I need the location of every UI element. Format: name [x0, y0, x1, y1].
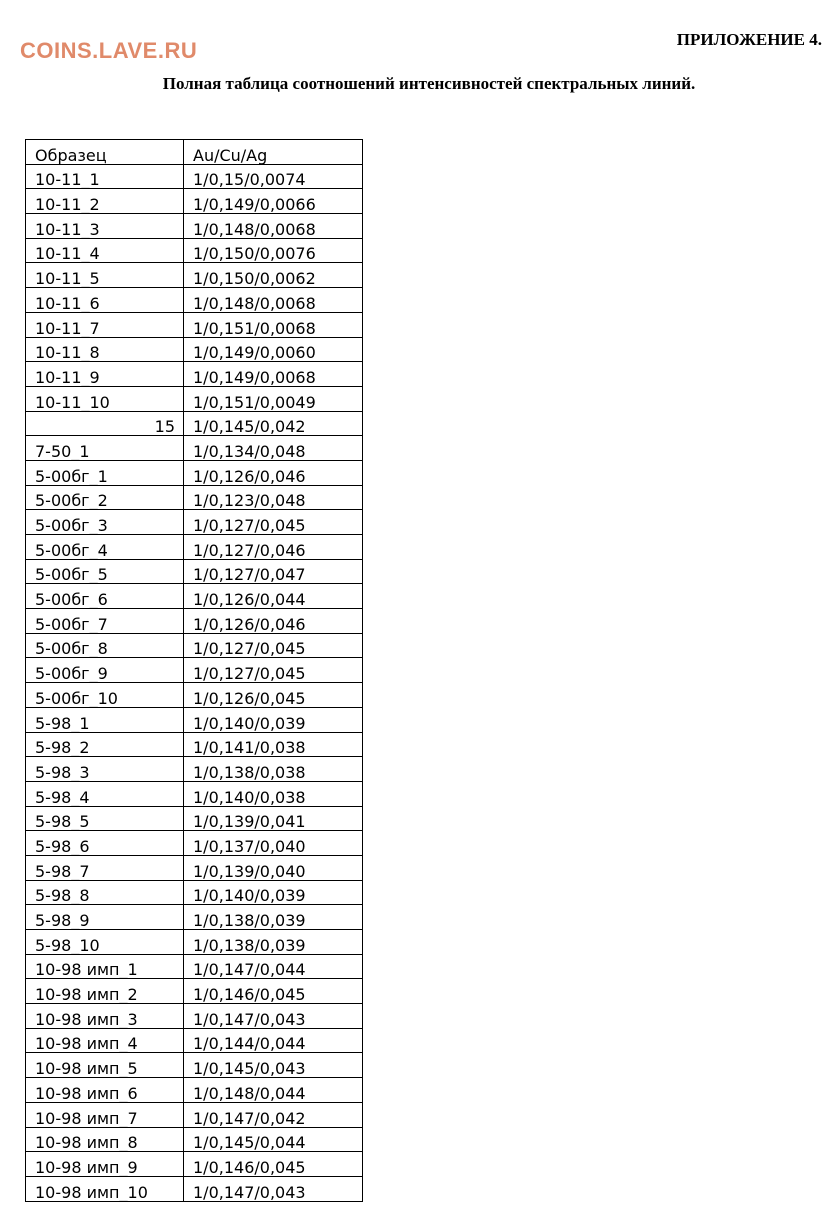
- table-row: [26, 263, 363, 288]
- sample-cell: 10-11_8: [26, 337, 184, 362]
- sample-cell: 15: [26, 411, 184, 436]
- ratio-cell: 1/0,137/0,040: [184, 831, 363, 856]
- table-row: [26, 386, 363, 411]
- table-row: [26, 312, 363, 337]
- table-row: [26, 1028, 363, 1053]
- sample-cell: 5-98_9: [26, 905, 184, 930]
- table-row: [26, 584, 363, 609]
- sample-cell: 10-11_4: [26, 238, 184, 263]
- ratio-cell: 1/0,140/0,039: [184, 880, 363, 905]
- appendix-label: ПРИЛОЖЕНИЕ 4.: [676, 30, 822, 49]
- sample-cell: 10-11_7: [26, 312, 184, 337]
- sample-cell: 7-50_1: [26, 436, 184, 461]
- sample-cell: 5-00бг_7: [26, 609, 184, 634]
- column-header-ratio: Au/Cu/Ag: [184, 140, 363, 165]
- ratio-cell: 1/0,148/0,044: [184, 1078, 363, 1103]
- ratio-cell: 1/0,138/0,039: [184, 930, 363, 955]
- sample-cell: 5-00бг_3: [26, 510, 184, 535]
- sample-cell: 5-00бг_2: [26, 485, 184, 510]
- sample-cell: 10-98 имп_7: [26, 1102, 184, 1127]
- ratio-cell: 1/0,146/0,045: [184, 1152, 363, 1177]
- table-row: [26, 1176, 363, 1201]
- table-row: [26, 930, 363, 955]
- ratio-cell: 1/0,139/0,040: [184, 855, 363, 880]
- ratio-cell: 1/0,127/0,045: [184, 658, 363, 683]
- sample-cell: 5-00бг_4: [26, 535, 184, 560]
- table-row: [26, 362, 363, 387]
- sample-cell: 5-98_7: [26, 855, 184, 880]
- sample-cell: 10-11_10: [26, 386, 184, 411]
- table-row: [26, 288, 363, 313]
- table-row: [26, 214, 363, 239]
- ratio-cell: 1/0,147/0,042: [184, 1102, 363, 1127]
- sample-cell: 10-98 имп_9: [26, 1152, 184, 1177]
- ratio-cell: 1/0,144/0,044: [184, 1028, 363, 1053]
- sample-cell: 5-00бг_6: [26, 584, 184, 609]
- ratio-cell: 1/0,127/0,047: [184, 559, 363, 584]
- table-row: [26, 238, 363, 263]
- table-row: [26, 510, 363, 535]
- sample-cell: 5-98_1: [26, 707, 184, 732]
- sample-cell: 10-98 имп_1: [26, 954, 184, 979]
- table-body: [26, 164, 363, 1201]
- table-row: [26, 683, 363, 708]
- table-row: [26, 1102, 363, 1127]
- ratio-cell: 1/0,140/0,038: [184, 781, 363, 806]
- table-row: [26, 460, 363, 485]
- ratio-cell: 1/0,138/0,039: [184, 905, 363, 930]
- table-row: [26, 337, 363, 362]
- table-row: [26, 905, 363, 930]
- ratio-cell: 1/0,126/0,044: [184, 584, 363, 609]
- ratio-cell: 1/0,127/0,046: [184, 535, 363, 560]
- table-row: [26, 559, 363, 584]
- ratio-cell: 1/0,148/0,0068: [184, 288, 363, 313]
- sample-cell: 5-00бг_9: [26, 658, 184, 683]
- sample-cell: 5-00бг_5: [26, 559, 184, 584]
- ratio-cell: 1/0,149/0,0066: [184, 189, 363, 214]
- table-row: [26, 831, 363, 856]
- ratio-cell: 1/0,145/0,043: [184, 1053, 363, 1078]
- table-row: [26, 781, 363, 806]
- sample-cell: 5-00бг_8: [26, 633, 184, 658]
- ratio-cell: 1/0,126/0,046: [184, 609, 363, 634]
- table-row: [26, 535, 363, 560]
- table-row: [26, 485, 363, 510]
- sample-cell: 5-98_4: [26, 781, 184, 806]
- ratio-cell: 1/0,123/0,048: [184, 485, 363, 510]
- ratio-cell: 1/0,145/0,042: [184, 411, 363, 436]
- ratio-cell: 1/0,138/0,038: [184, 757, 363, 782]
- table-row: [26, 633, 363, 658]
- sample-cell: 5-98_5: [26, 806, 184, 831]
- table-row: [26, 1078, 363, 1103]
- ratio-cell: 1/0,126/0,045: [184, 683, 363, 708]
- sample-cell: 5-98_2: [26, 732, 184, 757]
- ratio-cell: 1/0,148/0,0068: [184, 214, 363, 239]
- ratio-cell: 1/0,151/0,0049: [184, 386, 363, 411]
- ratio-cell: 1/0,145/0,044: [184, 1127, 363, 1152]
- table-row: [26, 658, 363, 683]
- table-row: [26, 732, 363, 757]
- ratio-cell: 1/0,150/0,0062: [184, 263, 363, 288]
- sample-cell: 10-98 имп_2: [26, 979, 184, 1004]
- ratio-cell: 1/0,147/0,044: [184, 954, 363, 979]
- ratio-cell: 1/0,127/0,045: [184, 510, 363, 535]
- table-row: [26, 164, 363, 189]
- ratio-cell: 1/0,140/0,039: [184, 707, 363, 732]
- ratio-cell: 1/0,147/0,043: [184, 1176, 363, 1201]
- ratio-cell: 1/0,146/0,045: [184, 979, 363, 1004]
- ratio-cell: 1/0,149/0,0060: [184, 337, 363, 362]
- table-row: [26, 411, 363, 436]
- table-row: [26, 1004, 363, 1029]
- column-header-sample: Образец: [26, 140, 184, 165]
- table-row: [26, 707, 363, 732]
- table-row: [26, 1053, 363, 1078]
- sample-cell: 5-00бг_10: [26, 683, 184, 708]
- table-row: [26, 806, 363, 831]
- sample-cell: 10-98 имп_5: [26, 1053, 184, 1078]
- sample-cell: 10-98 имп_10: [26, 1176, 184, 1201]
- ratio-table: [25, 139, 363, 1202]
- ratio-cell: 1/0,151/0,0068: [184, 312, 363, 337]
- ratio-cell: 1/0,134/0,048: [184, 436, 363, 461]
- sample-cell: 10-11_3: [26, 214, 184, 239]
- sample-cell: 10-98 имп_3: [26, 1004, 184, 1029]
- sample-cell: 10-11_5: [26, 263, 184, 288]
- table-row: [26, 436, 363, 461]
- sample-cell: 10-11_1: [26, 164, 184, 189]
- watermark-logo: COINS.LAVE.RU: [20, 38, 198, 63]
- ratio-cell: 1/0,127/0,045: [184, 633, 363, 658]
- table-row: [26, 954, 363, 979]
- table-row: [26, 880, 363, 905]
- sample-cell: 10-11_6: [26, 288, 184, 313]
- ratio-cell: 1/0,147/0,043: [184, 1004, 363, 1029]
- sample-cell: 5-98_10: [26, 930, 184, 955]
- table-row: [26, 1127, 363, 1152]
- sample-cell: 5-98_6: [26, 831, 184, 856]
- table-row: [26, 1152, 363, 1177]
- table-row: [26, 757, 363, 782]
- ratio-cell: 1/0,150/0,0076: [184, 238, 363, 263]
- sample-cell: 10-98 имп_6: [26, 1078, 184, 1103]
- table-row: [26, 609, 363, 634]
- table-header-row: [26, 140, 363, 165]
- ratio-cell: 1/0,149/0,0068: [184, 362, 363, 387]
- ratio-cell: 1/0,139/0,041: [184, 806, 363, 831]
- ratio-cell: 1/0,15/0,0074: [184, 164, 363, 189]
- ratio-cell: 1/0,141/0,038: [184, 732, 363, 757]
- sample-cell: 5-98_8: [26, 880, 184, 905]
- document-title: Полная таблица соотношений интенсивностей спектральных линий.: [162, 74, 696, 93]
- sample-cell: 10-98 имп_4: [26, 1028, 184, 1053]
- sample-cell: 10-11_2: [26, 189, 184, 214]
- table-row: [26, 855, 363, 880]
- sample-cell: 10-98 имп_8: [26, 1127, 184, 1152]
- sample-cell: 5-98_3: [26, 757, 184, 782]
- sample-cell: 10-11_9: [26, 362, 184, 387]
- table-row: [26, 979, 363, 1004]
- ratio-cell: 1/0,126/0,046: [184, 460, 363, 485]
- sample-cell: 5-00бг_1: [26, 460, 184, 485]
- table-row: [26, 189, 363, 214]
